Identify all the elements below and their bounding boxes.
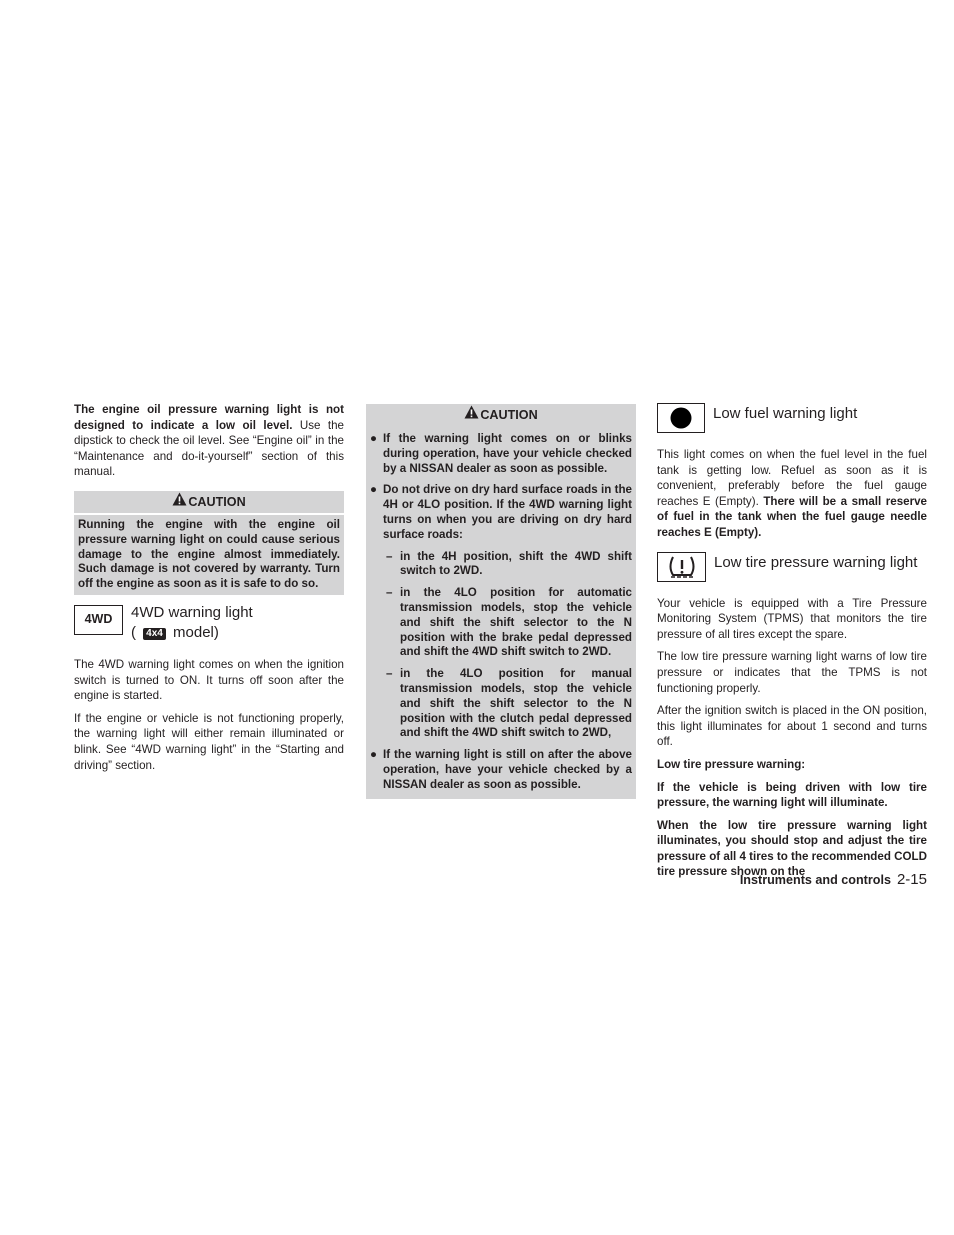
caution-label: CAUTION (188, 494, 246, 509)
sub-item-text: in the 4LO position for manual transmission models, stop the vehicle and shift the shift selector to the N position with the clutch pedal depressed and shift the 4WD shift switch to 2WD, (400, 667, 632, 740)
oil-caution-box (74, 491, 344, 595)
low-fuel-text: This light comes on when the fuel level in the fuel tank is getting low. Refuel as soon as it is convenient, preferably before the fuel gauge reaches E (Empty). (657, 448, 927, 508)
bullet-text: Do not drive on dry hard surface roads in the 4H or 4LO position. If the 4WD warning light turns on when you are driving on dry hard surface roads: (383, 483, 632, 541)
caution-bullet-list (366, 426, 636, 799)
bullet-icon: ● (370, 432, 378, 445)
bullet-text: If the warning light is still on after the above operation, have your vehicle checked by a NISSAN dealer as soon as possible. (383, 748, 632, 791)
dash-icon: – (386, 549, 393, 563)
warning-triangle-icon (172, 491, 187, 513)
4wd-heading (74, 603, 344, 643)
tpms-subheading-text: Low tire pressure warning: (657, 757, 806, 771)
list-item (370, 748, 632, 792)
column-left (74, 402, 344, 780)
tpms-paragraph-1: Your vehicle is equipped with a Tire Pressure Monitoring System (TPMS) that monitors the tire pressure of all tires except the spare. (657, 596, 927, 641)
oil-pressure-paragraph (74, 402, 344, 480)
warning-triangle-icon (464, 404, 479, 426)
paren-open: ( (131, 623, 136, 641)
sub-list-item (383, 550, 632, 580)
low-tire-title: Low tire pressure warning light (714, 553, 918, 571)
tpms-paragraph-2: The low tire pressure warning light warns of low tire pressure or indicates that the TPMS is not functioning properly. (657, 650, 927, 695)
4wd-heading-title (131, 603, 253, 643)
model-text: model) (173, 623, 219, 641)
sub-item-text: in the 4LO position for automatic transmission models, stop the vehicle and shift the shift selector to the N position with the brake pedal depressed and shift the 4WD shift switch to 2WD. (400, 586, 632, 659)
oil-pressure-text: Use the dipstick to check the oil level. See “Engine oil” in the “Maintenance and do-it-yourself” section of this manual. (74, 418, 344, 479)
4wd-paragraph-1: The 4WD warning light comes on when the ignition switch is turned to ON. It turns off soon after the engine is started. (74, 657, 344, 703)
caution-label: CAUTION (480, 408, 538, 422)
sub-list-item (383, 667, 632, 741)
bullet-text: If the warning light comes on or blinks during operation, have your vehicle checked by a NISSAN dealer as soon as possible. (383, 432, 632, 475)
list-item (370, 483, 632, 741)
bullet-icon: ● (370, 748, 378, 762)
sub-list (383, 550, 632, 742)
sub-list-item (383, 586, 632, 660)
low-fuel-title: Low fuel warning light (713, 405, 858, 422)
column-middle (366, 404, 636, 799)
list-item (370, 432, 632, 476)
tpms-bold-text: When the low tire pressure warning light illuminates, you should stop and adjust the tire pressure of all 4 tires to the recommended COLD tire pressure shown on the (657, 818, 927, 879)
section-name: Instruments and controls (739, 873, 891, 887)
4wd-caution-box (366, 404, 636, 799)
tpms-bold-text: If the vehicle is being driven with low tire pressure, the warning light will illuminate. (657, 780, 927, 810)
tpms-paragraph-4 (657, 780, 927, 811)
dash-icon: – (386, 667, 393, 681)
dash-icon: – (386, 586, 393, 600)
tpms-paragraph-3: After the ignition switch is placed in the ON position, this light illuminates for about 1 second and turns off. (657, 704, 927, 749)
4wd-title-line1: 4WD warning light (131, 603, 253, 621)
4x4-badge-icon: 4x4 (143, 628, 166, 640)
low-fuel-bold-text: There will be a small reserve of fuel in the tank when the fuel gauge needle reaches E (Empty). (657, 494, 927, 539)
bullet-icon: ● (370, 483, 378, 497)
column-right (657, 404, 927, 880)
low-fuel-heading (657, 404, 927, 433)
sub-item-text: in the 4H position, shift the 4WD shift switch to 2WD. (400, 549, 632, 578)
low-fuel-paragraph (657, 447, 927, 541)
page-number: 2-15 (896, 871, 927, 888)
caution-header (74, 491, 344, 515)
low-tire-heading (657, 553, 927, 582)
4wd-paragraph-2: If the engine or vehicle is not functioning properly, the warning light will either remain illuminated or blink. See “4WD warning light” in the “Starting and driving” section. (74, 711, 344, 772)
caution-header (366, 404, 636, 426)
caution-text: Running the engine with the engine oil pressure warning light on could cause serious damage to the engine almost immediately. Such damage is not covered by warranty. Turn off the engine as soon as it is safe to do so. (78, 517, 340, 591)
page-footer (657, 871, 927, 888)
fuel-light-icon (657, 403, 705, 433)
tire-pressure-icon (657, 552, 706, 582)
4wd-title-line2 (131, 623, 253, 643)
4wd-icon: 4WD (74, 605, 123, 635)
tpms-subheading (657, 757, 927, 773)
oil-pressure-bold-text: The engine oil pressure warning light is not designed to indicate a low oil level. (74, 403, 344, 432)
